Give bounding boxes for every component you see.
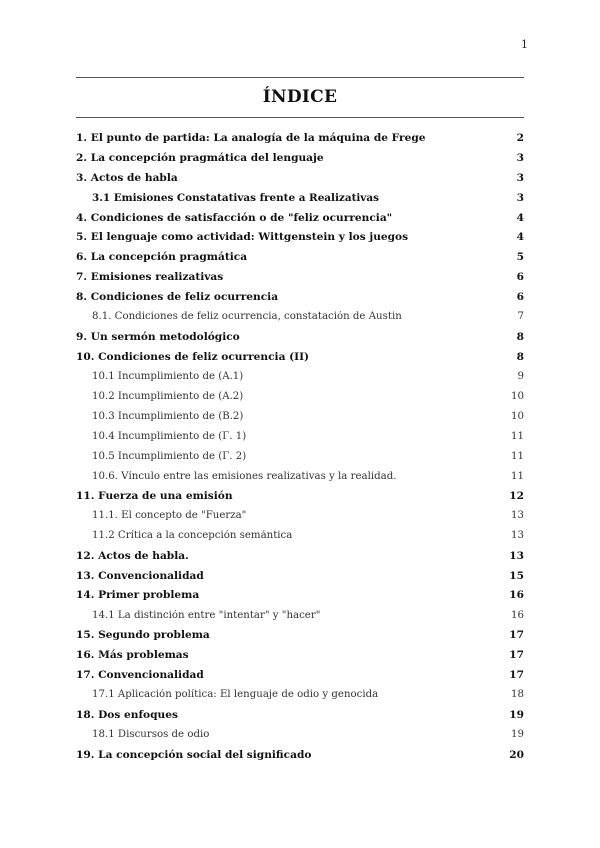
- toc-entry-title: 1. El punto de partida: La analogía de la máquina de Frege: [76, 131, 426, 144]
- toc-entry-title: 19. La concepción social del significado: [76, 748, 312, 761]
- toc-entry-title: 3.1 Emisiones Constatativas frente a Realizativas: [92, 191, 379, 204]
- toc-entry-page: 7: [517, 311, 524, 323]
- toc-entry-title: 6. La concepción pragmática: [76, 251, 248, 264]
- toc-subsection-link[interactable]: [76, 406, 524, 426]
- toc-entry-title: 13. Convencionalidad: [76, 569, 204, 582]
- page-title: ÍNDICE: [262, 87, 338, 107]
- page-number: 1: [521, 38, 528, 51]
- toc-entry-page: 13: [511, 510, 524, 522]
- toc-entry-page: 3: [516, 151, 524, 164]
- toc-entry-page: 8: [516, 350, 524, 363]
- toc-entry-title: 3. Actos de habla: [76, 171, 178, 184]
- toc-entry-title: 11. Fuerza de una emisión: [76, 489, 233, 502]
- toc-section-link[interactable]: [76, 585, 524, 605]
- toc-section-link[interactable]: [76, 705, 524, 725]
- toc-entry-page: 18: [511, 689, 524, 701]
- toc-entry-page: 4: [516, 211, 524, 224]
- toc-entry-page: 6: [516, 291, 524, 304]
- toc-subsection-link[interactable]: [76, 387, 524, 407]
- toc-subsection-link[interactable]: [76, 506, 524, 526]
- toc-section-link[interactable]: [76, 128, 524, 148]
- toc-entry-page: 8: [516, 330, 524, 343]
- toc-entry-page: 9: [517, 371, 524, 383]
- toc-entry-title: 8. Condiciones de feliz ocurrencia: [76, 291, 279, 304]
- toc-entry-title: 11.1. El concepto de "Fuerza": [92, 510, 247, 522]
- toc-entry-title: 10.6. Vínculo entre las emisiones realizativas y la realidad.: [92, 470, 397, 482]
- toc-entry-page: 4: [516, 231, 524, 244]
- toc-subsection-link[interactable]: [76, 466, 524, 486]
- toc-section-link[interactable]: [76, 227, 524, 247]
- toc-section-link[interactable]: [76, 486, 524, 506]
- toc-entry-title: 17.1 Aplicación política: El lenguaje de odio y genocida: [92, 689, 379, 701]
- toc-section-link[interactable]: [76, 208, 524, 228]
- toc-entry-title: 18.1 Discursos de odio: [92, 729, 210, 741]
- toc-entry-page: 11: [511, 450, 524, 462]
- toc-entry-title: 18. Dos enfoques: [76, 708, 178, 721]
- toc-section-link[interactable]: [76, 287, 524, 307]
- toc-entry-page: 11: [511, 430, 524, 442]
- toc-section-link[interactable]: [76, 645, 524, 665]
- toc-entry-title: 14.1 La distinción entre "intentar" y "hacer": [92, 609, 321, 621]
- toc-entry-page: 6: [516, 271, 524, 284]
- title-top-rule: [76, 77, 524, 78]
- toc-section-link[interactable]: [76, 247, 524, 267]
- toc-section-link[interactable]: [76, 665, 524, 685]
- toc-entry-page: 13: [509, 549, 524, 562]
- toc-entry-title: 4. Condiciones de satisfacción o de "feliz ocurrencia": [76, 211, 393, 224]
- toc-section-link[interactable]: [76, 347, 524, 367]
- toc-entry-page: 19: [511, 729, 524, 741]
- toc-entry-page: 11: [511, 470, 524, 482]
- toc-subsection-link[interactable]: [76, 188, 524, 208]
- toc-entry-page: 13: [511, 530, 524, 542]
- toc-section-link[interactable]: [76, 327, 524, 347]
- toc-subsection-link[interactable]: [76, 426, 524, 446]
- toc-entry-title: 10.3 Incumplimiento de (B.2): [92, 410, 244, 422]
- toc-section-link[interactable]: [76, 745, 524, 765]
- toc-entry-title: 15. Segundo problema: [76, 629, 210, 642]
- toc-entry-title: 2. La concepción pragmática del lenguaje: [76, 151, 324, 164]
- toc-entry-title: 17. Convencionalidad: [76, 668, 204, 681]
- toc-entry-page: 19: [509, 708, 524, 721]
- toc-entry-page: 10: [511, 391, 524, 403]
- toc-subsection-link[interactable]: [76, 685, 524, 705]
- toc-section-link[interactable]: [76, 168, 524, 188]
- toc-entry-title: 11.2 Crítica a la concepción semántica: [92, 530, 293, 542]
- toc-entry-page: 3: [516, 191, 524, 204]
- toc-entry-title: 10.4 Incumplimiento de (Γ. 1): [92, 430, 247, 442]
- toc-entry-title: 12. Actos de habla.: [76, 549, 189, 562]
- toc-entry-title: 10. Condiciones de feliz ocurrencia (II): [76, 350, 310, 363]
- toc-subsection-link[interactable]: [76, 307, 524, 327]
- toc-entry-page: 2: [516, 131, 524, 144]
- title-bottom-rule: [76, 117, 524, 118]
- toc-subsection-link[interactable]: [76, 446, 524, 466]
- toc-subsection-link[interactable]: [76, 725, 524, 745]
- toc-entry-page: 17: [509, 629, 524, 642]
- toc-entry-title: 7. Emisiones realizativas: [76, 271, 224, 284]
- toc-entry-title: 5. El lenguaje como actividad: Wittgenstein y los juegos: [76, 231, 409, 244]
- toc-entry-title: 16. Más problemas: [76, 649, 189, 662]
- toc-entry-page: 15: [509, 569, 524, 582]
- toc-section-link[interactable]: [76, 267, 524, 287]
- toc-entry-title: 10.1 Incumplimiento de (A.1): [92, 371, 244, 383]
- toc-entry-page: 17: [509, 649, 524, 662]
- toc-section-link[interactable]: [76, 625, 524, 645]
- toc-entry-page: 3: [516, 171, 524, 184]
- toc-section-link[interactable]: [76, 148, 524, 168]
- toc-entry-page: 5: [516, 251, 524, 264]
- toc-entry-page: 16: [509, 589, 524, 602]
- toc-entry-page: 17: [509, 668, 524, 681]
- toc-section-link[interactable]: [76, 566, 524, 586]
- toc-subsection-link[interactable]: [76, 526, 524, 546]
- toc-entry-page: 16: [511, 609, 524, 621]
- toc-entry-page: 10: [511, 410, 524, 422]
- toc-entry-title: 10.2 Incumplimiento de (A.2): [92, 391, 244, 403]
- toc-entry-page: 12: [509, 489, 524, 502]
- toc-entry-page: 20: [509, 748, 524, 761]
- toc-entry-title: 9. Un sermón metodológico: [76, 330, 240, 343]
- toc-entry-title: 14. Primer problema: [76, 589, 200, 602]
- toc-section-link[interactable]: [76, 546, 524, 566]
- toc-entry-title: 8.1. Condiciones de feliz ocurrencia, constatación de Austin: [92, 311, 402, 323]
- toc-entry-title: 10.5 Incumplimiento de (Γ. 2): [92, 450, 247, 462]
- toc-subsection-link[interactable]: [76, 367, 524, 387]
- toc-subsection-link[interactable]: [76, 605, 524, 625]
- table-of-contents: [76, 128, 524, 765]
